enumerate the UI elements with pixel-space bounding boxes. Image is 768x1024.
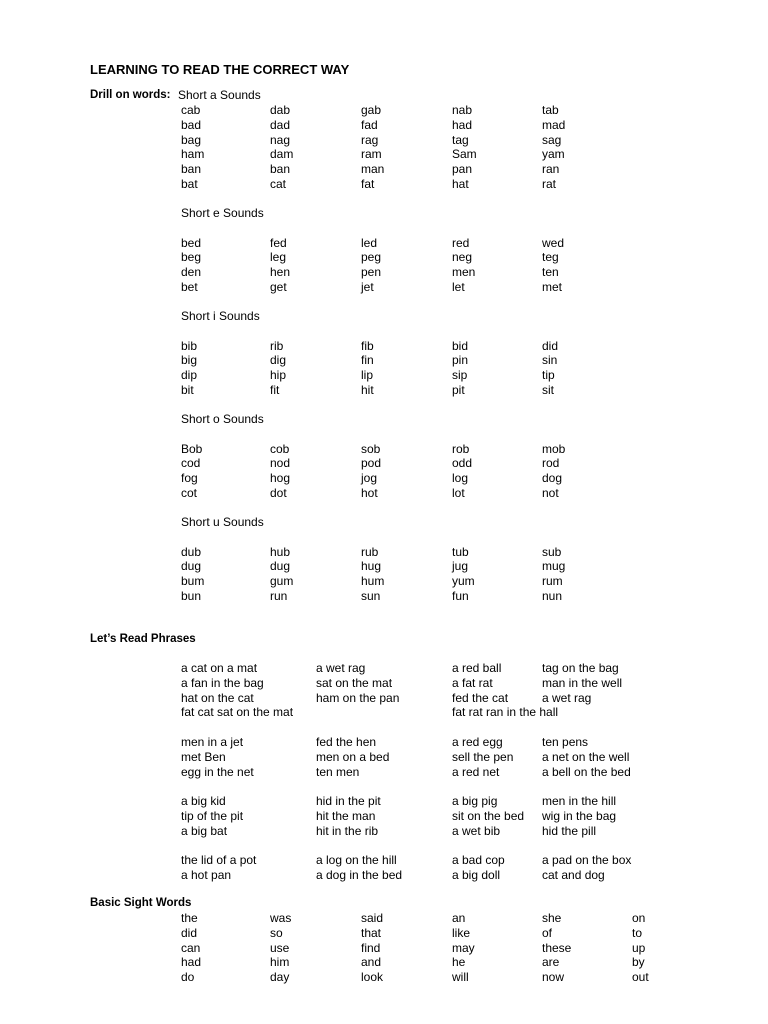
drill-word: jet bbox=[361, 280, 374, 294]
drill-word: led bbox=[361, 235, 378, 250]
drill-word: rob bbox=[452, 441, 470, 456]
drill-word: gum bbox=[270, 574, 294, 589]
drill-word: fun bbox=[452, 589, 469, 603]
drill-word: fib bbox=[361, 338, 374, 353]
drill-word: Bob bbox=[181, 441, 203, 456]
sight-word: will bbox=[452, 970, 469, 985]
drill-word: bag bbox=[181, 132, 202, 147]
phrase: hid in the pit bbox=[316, 794, 381, 808]
drill-word: hot bbox=[361, 486, 378, 500]
phrase: hid the pill bbox=[542, 823, 597, 838]
drill-word: bib bbox=[181, 338, 198, 353]
drill-word: let bbox=[452, 280, 465, 294]
drill-word: bet bbox=[181, 280, 198, 294]
phrase: a wet bib bbox=[452, 823, 501, 838]
phrase: egg in the net bbox=[181, 764, 254, 779]
drill-word: bad bbox=[181, 117, 202, 132]
phrase: a log on the hill bbox=[316, 853, 397, 867]
drill-word: dad bbox=[270, 117, 291, 132]
drill-word: rat bbox=[542, 177, 557, 191]
drill-word: hen bbox=[270, 265, 291, 280]
drill-word: tip bbox=[542, 368, 555, 383]
drill-word: ran bbox=[542, 162, 560, 177]
drill-word: hat bbox=[452, 177, 469, 191]
drill-word: den bbox=[181, 265, 202, 280]
drill-word: dot bbox=[270, 486, 287, 500]
drill-word: get bbox=[270, 280, 287, 294]
drill-word: men bbox=[452, 265, 476, 280]
drill-word: gab bbox=[361, 103, 382, 117]
phrases-heading: Let’s Read Phrases bbox=[90, 633, 196, 645]
drill-word: rib bbox=[270, 338, 284, 353]
drill-word: hip bbox=[270, 368, 287, 383]
sight-word: said bbox=[361, 911, 384, 925]
drill-word: wed bbox=[542, 235, 565, 250]
phrase: tag on the bag bbox=[542, 661, 619, 675]
drill-word: sob bbox=[361, 441, 381, 456]
drill-word: not bbox=[542, 486, 559, 500]
drill-word: mad bbox=[542, 117, 566, 132]
drill-word: red bbox=[452, 235, 470, 250]
phrase: a cat on a mat bbox=[181, 661, 258, 675]
drill-word: sub bbox=[542, 544, 562, 559]
phrase: a big doll bbox=[452, 867, 501, 882]
drill-label: Drill on words: bbox=[90, 89, 171, 101]
sight-word: up bbox=[632, 940, 646, 955]
sight-word: on bbox=[632, 911, 646, 925]
drill-word: sag bbox=[542, 132, 562, 147]
phrase: fat rat ran in the hall bbox=[452, 705, 559, 720]
drill-word: pin bbox=[452, 353, 469, 368]
phrase: a dog in the bed bbox=[316, 867, 403, 882]
drill-word: bit bbox=[181, 383, 194, 397]
drill-word: lip bbox=[361, 368, 374, 383]
phrase: a pad on the box bbox=[542, 853, 632, 867]
sight-words-heading: Basic Sight Words bbox=[90, 897, 192, 909]
phrase: fat cat sat on the mat bbox=[181, 705, 294, 720]
phrase: a bell on the bed bbox=[542, 764, 631, 779]
phrase: tip of the pit bbox=[181, 808, 244, 823]
drill-word: ram bbox=[361, 147, 382, 162]
phrase: men in a jet bbox=[181, 735, 244, 749]
phrase: a red egg bbox=[452, 735, 503, 749]
sight-word: of bbox=[542, 925, 553, 940]
sound-group-heading: Short o Sounds bbox=[181, 412, 264, 426]
drill-word: sit bbox=[542, 383, 554, 397]
drill-word: tub bbox=[452, 544, 469, 559]
drill-word: sun bbox=[361, 589, 381, 603]
drill-word: nab bbox=[452, 103, 473, 117]
sight-word: these bbox=[542, 940, 572, 955]
drill-word: bid bbox=[452, 338, 469, 353]
phrase: a fan in the bag bbox=[181, 675, 264, 690]
drill-word: dug bbox=[181, 559, 202, 574]
drill-word: dug bbox=[270, 559, 291, 574]
sight-word: him bbox=[270, 955, 290, 970]
drill-word: pan bbox=[452, 162, 473, 177]
phrase: hat on the cat bbox=[181, 690, 254, 705]
sight-word: so bbox=[270, 925, 283, 940]
phrase: fed the cat bbox=[452, 690, 509, 705]
drill-word: pod bbox=[361, 456, 382, 471]
drill-word: cod bbox=[181, 456, 201, 471]
phrase: a red ball bbox=[452, 661, 502, 675]
phrase: sell the pen bbox=[452, 749, 514, 764]
drill-word: rum bbox=[542, 574, 563, 589]
drill-word: fat bbox=[361, 177, 375, 191]
sight-word: an bbox=[452, 911, 466, 925]
drill-word: pen bbox=[361, 265, 382, 280]
drill-word: neg bbox=[452, 250, 473, 265]
sight-word: by bbox=[632, 955, 645, 970]
drill-word: dam bbox=[270, 147, 294, 162]
drill-word: ban bbox=[270, 162, 291, 177]
drill-word: beg bbox=[181, 250, 202, 265]
sound-group-heading: Short i Sounds bbox=[181, 309, 260, 323]
drill-word: dog bbox=[542, 471, 563, 486]
drill-word: peg bbox=[361, 250, 382, 265]
phrase: a wet rag bbox=[542, 690, 592, 705]
drill-word: hug bbox=[361, 559, 382, 574]
sight-word: are bbox=[542, 955, 560, 970]
phrase: a net on the well bbox=[542, 749, 630, 764]
drill-word: ham bbox=[181, 147, 205, 162]
sight-word: out bbox=[632, 970, 649, 985]
drill-word: rub bbox=[361, 544, 379, 559]
drill-word: rag bbox=[361, 132, 379, 147]
phrase: ten pens bbox=[542, 735, 589, 749]
phrase: cat and dog bbox=[542, 867, 605, 882]
sight-word: like bbox=[452, 925, 471, 940]
sight-word: now bbox=[542, 970, 565, 985]
sight-word: to bbox=[632, 925, 643, 940]
sight-word: day bbox=[270, 970, 290, 985]
page-title: LEARNING TO READ THE CORRECT WAY bbox=[90, 62, 350, 77]
drill-word: jog bbox=[361, 471, 378, 486]
drill-word: man bbox=[361, 162, 385, 177]
drill-word: cob bbox=[270, 441, 290, 456]
phrase: a bad cop bbox=[452, 853, 505, 867]
phrase: a big kid bbox=[181, 794, 226, 808]
drill-word: dub bbox=[181, 544, 202, 559]
drill-word: lot bbox=[452, 486, 465, 500]
phrase: a red net bbox=[452, 764, 500, 779]
drill-word: sin bbox=[542, 353, 558, 368]
phrase: sit on the bed bbox=[452, 808, 525, 823]
sight-word: she bbox=[542, 911, 562, 925]
phrase: a wet rag bbox=[316, 661, 366, 675]
drill-word: bed bbox=[181, 235, 202, 250]
drill-word: dip bbox=[181, 368, 198, 383]
sight-word: can bbox=[181, 940, 201, 955]
drill-word: cab bbox=[181, 103, 201, 117]
sound-group-heading: Short e Sounds bbox=[181, 206, 264, 220]
drill-word: nun bbox=[542, 589, 563, 603]
drill-word: fog bbox=[181, 471, 198, 486]
drill-word: yam bbox=[542, 147, 565, 162]
drill-word: ten bbox=[542, 265, 559, 280]
drill-word: big bbox=[181, 353, 198, 368]
sight-word: and bbox=[361, 955, 382, 970]
drill-word: fin bbox=[361, 353, 374, 368]
sight-word: was bbox=[270, 911, 292, 925]
drill-word: hog bbox=[270, 471, 291, 486]
drill-word: mug bbox=[542, 559, 566, 574]
drill-word: bum bbox=[181, 574, 205, 589]
drill-word: tab bbox=[542, 103, 559, 117]
sight-word: may bbox=[452, 940, 475, 955]
drill-word: had bbox=[452, 117, 473, 132]
phrase: ten men bbox=[316, 764, 360, 779]
drill-word: tag bbox=[452, 132, 469, 147]
drill-word: yum bbox=[452, 574, 475, 589]
phrase: a big pig bbox=[452, 794, 498, 808]
drill-word: odd bbox=[452, 456, 473, 471]
sight-word: did bbox=[181, 925, 198, 940]
drill-word: hum bbox=[361, 574, 385, 589]
drill-word: fit bbox=[270, 383, 280, 397]
sound-group-heading: Short u Sounds bbox=[181, 515, 264, 529]
sight-word: find bbox=[361, 940, 381, 955]
drill-word: Sam bbox=[452, 147, 477, 162]
drill-word: bat bbox=[181, 177, 198, 191]
sight-word: the bbox=[181, 911, 198, 925]
phrase: ham on the pan bbox=[316, 690, 400, 705]
phrase: a fat rat bbox=[452, 675, 493, 690]
drill-word: rod bbox=[542, 456, 560, 471]
phrase: men on a bed bbox=[316, 749, 390, 764]
short-a-heading: Short a Sounds bbox=[178, 88, 261, 102]
drill-word: hub bbox=[270, 544, 291, 559]
drill-word: jug bbox=[452, 559, 469, 574]
drill-word: pit bbox=[452, 383, 465, 397]
drill-word: nod bbox=[270, 456, 291, 471]
phrase: fed the hen bbox=[316, 735, 377, 749]
drill-word: did bbox=[542, 338, 559, 353]
sight-word: look bbox=[361, 970, 384, 985]
phrase: sat on the mat bbox=[316, 675, 393, 690]
drill-word: dab bbox=[270, 103, 291, 117]
phrase: hit the man bbox=[316, 808, 376, 823]
phrase: a big bat bbox=[181, 823, 228, 838]
drill-word: hit bbox=[361, 383, 374, 397]
drill-word: sip bbox=[452, 368, 468, 383]
phrase: men in the hill bbox=[542, 794, 617, 808]
sight-word: that bbox=[361, 925, 382, 940]
phrase: wig in the bag bbox=[542, 808, 617, 823]
phrase: the lid of a pot bbox=[181, 853, 257, 867]
drill-word: cat bbox=[270, 177, 287, 191]
sight-word: he bbox=[452, 955, 466, 970]
drill-word: mob bbox=[542, 441, 566, 456]
drill-word: run bbox=[270, 589, 288, 603]
drill-word: teg bbox=[542, 250, 559, 265]
drill-word: fed bbox=[270, 235, 287, 250]
phrase: hit in the rib bbox=[316, 823, 379, 838]
drill-word: fad bbox=[361, 117, 378, 132]
drill-word: cot bbox=[181, 486, 198, 500]
drill-word: bun bbox=[181, 589, 202, 603]
sight-word: had bbox=[181, 955, 202, 970]
drill-word: nag bbox=[270, 132, 291, 147]
drill-word: dig bbox=[270, 353, 287, 368]
drill-word: ban bbox=[181, 162, 202, 177]
drill-word: leg bbox=[270, 250, 287, 265]
phrase: met Ben bbox=[181, 749, 226, 764]
sight-word: use bbox=[270, 940, 290, 955]
drill-word: log bbox=[452, 471, 469, 486]
phrase: man in the well bbox=[542, 675, 623, 690]
sight-word: do bbox=[181, 970, 195, 985]
phrase: a hot pan bbox=[181, 867, 232, 882]
drill-word: met bbox=[542, 280, 563, 294]
